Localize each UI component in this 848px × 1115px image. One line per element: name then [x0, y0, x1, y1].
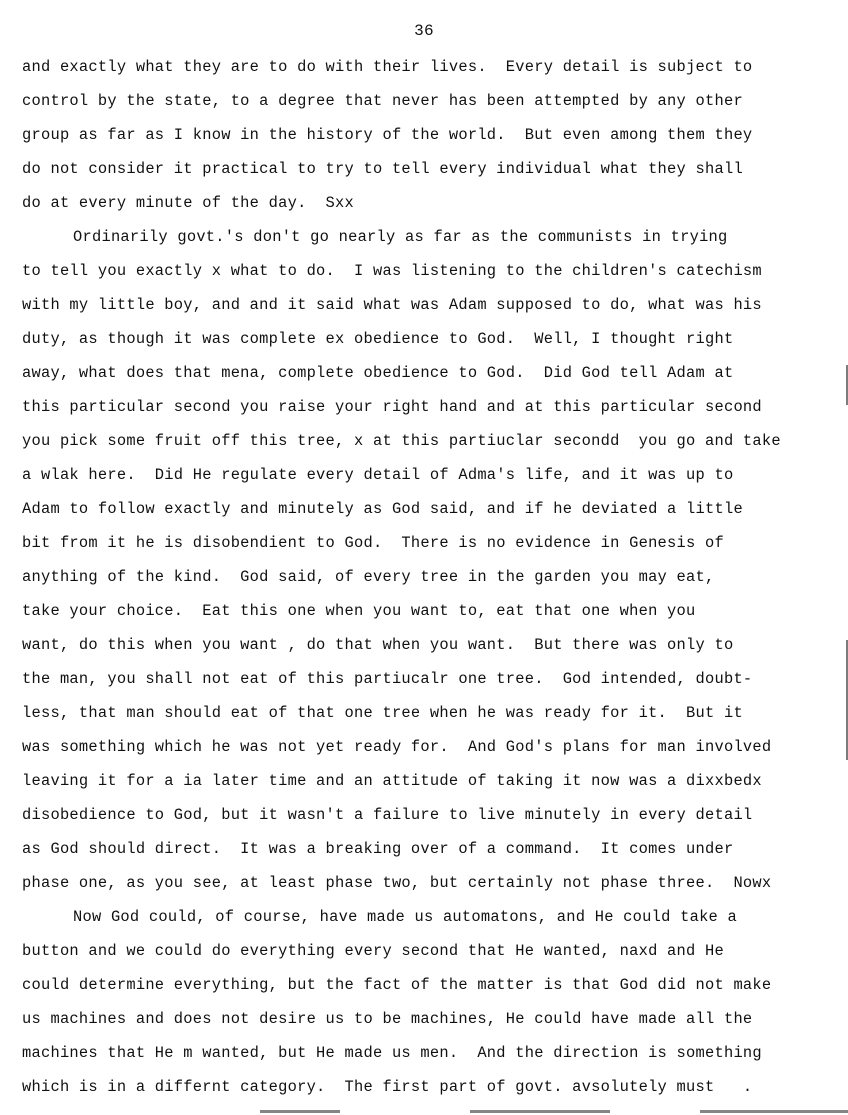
text-line: duty, as though it was complete ex obedience to God. Well, I thought right — [22, 330, 734, 348]
text-line: do not consider it practical to try to tell every individual what they shall — [22, 160, 743, 178]
text-line: away, what does that mena, complete obedience to God. Did God tell Adam at — [22, 364, 734, 382]
text-line: bit from it he is disobendient to God. There is no evidence in Genesis of — [22, 534, 724, 552]
text-line: us machines and does not desire us to be machines, He could have made all the — [22, 1010, 753, 1028]
text-line: and exactly what they are to do with their lives. Every detail is subject to — [22, 58, 753, 76]
text-line: you pick some fruit off this tree, x at this partiuclar secondd you go and take — [22, 432, 781, 450]
text-line: to tell you exactly x what to do. I was listening to the children's catechism — [22, 262, 762, 280]
text-line: Adam to follow exactly and minutely as God said, and if he deviated a little — [22, 500, 743, 518]
text-line: group as far as I know in the history of the world. But even among them they — [22, 126, 753, 144]
page-number: 36 — [414, 22, 434, 40]
body-text — [0, 50, 848, 1104]
text-line: with my little boy, and and it said what was Adam supposed to do, what was his — [22, 296, 762, 314]
text-line: machines that He m wanted, but He made us men. And the direction is something — [22, 1044, 762, 1062]
text-line: button and we could do everything every second that He wanted, naxd and He — [22, 942, 724, 960]
text-line: this particular second you raise your right hand and at this particular second — [22, 398, 762, 416]
text-line: take your choice. Eat this one when you want to, eat that one when you — [22, 602, 696, 620]
scan-bottom-rule — [700, 1110, 848, 1113]
text-line: phase one, as you see, at least phase two, but certainly not phase three. Nowx — [22, 874, 772, 892]
text-line: anything of the kind. God said, of every tree in the garden you may eat, — [22, 568, 715, 586]
scan-bottom-rule — [470, 1110, 610, 1113]
text-line: which is in a differnt category. The first part of govt. avsolutely must . — [22, 1078, 753, 1096]
text-line: as God should direct. It was a breaking over of a command. It comes under — [22, 840, 734, 858]
text-line: Now God could, of course, have made us automatons, and He could take a — [73, 908, 738, 926]
text-line: Ordinarily govt.'s don't go nearly as far as the communists in trying — [73, 228, 728, 246]
text-line: the man, you shall not eat of this partiucalr one tree. God intended, doubt- — [22, 670, 753, 688]
text-line: control by the state, to a degree that never has been attempted by any other — [22, 92, 743, 110]
text-line: a wlak here. Did He regulate every detail of Adma's life, and it was up to — [22, 466, 734, 484]
text-line: disobedience to God, but it wasn't a failure to live minutely in every detail — [22, 806, 753, 824]
text-line: could determine everything, but the fact of the matter is that God did not make — [22, 976, 772, 994]
scan-bottom-rule — [260, 1110, 340, 1113]
text-line: want, do this when you want , do that when you want. But there was only to — [22, 636, 734, 654]
text-line: leaving it for a ia later time and an attitude of taking it now was a dixxbedx — [22, 772, 762, 790]
text-line: less, that man should eat of that one tree when he was ready for it. But it — [22, 704, 743, 722]
text-line: do at every minute of the day. Sxx — [22, 194, 355, 212]
text-line: was something which he was not yet ready for. And God's plans for man involved — [22, 738, 772, 756]
